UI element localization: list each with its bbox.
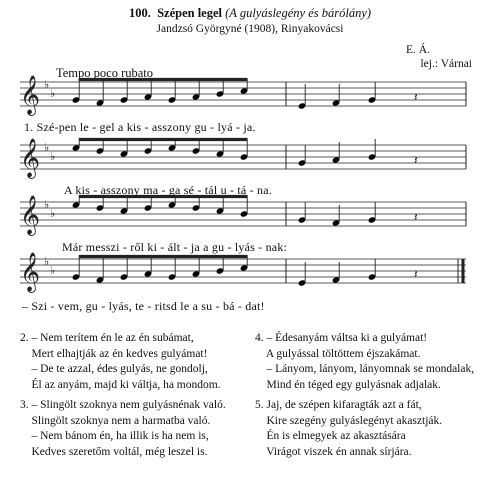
rest-icon: 𝄽 [414, 210, 418, 224]
stanza-3: 3. – Slingölt szoknya nem gulyásnénak való. Slingölt szoknya nem a harmatba való. – Nem bánom én, ha illik is ha nem is, Kedves szeretőm voltál, még leszel is. [20, 399, 226, 458]
notation-credit: lej.: Várnai [420, 58, 472, 70]
tempo-marking: Tempo poco rubato [56, 66, 154, 80]
staff-2 [20, 138, 466, 179]
notes-staff-3 [72, 195, 418, 227]
staff-3 [20, 195, 466, 236]
flat-icon: ♭ [44, 198, 50, 211]
flat-icon: ♭ [50, 264, 56, 277]
song-alt-title: (A gulyáslegény és bárólány) [225, 6, 372, 20]
rest-icon: 𝄽 [414, 90, 418, 104]
flat-icon: ♭ [50, 207, 56, 220]
flat-icon: ♭ [44, 255, 50, 268]
treble-clef-icon: 𝄞 [20, 252, 41, 292]
treble-clef-icon: 𝄞 [20, 195, 41, 235]
flat-icon: ♭ [50, 150, 56, 163]
rest-icon: 𝄽 [414, 153, 418, 167]
stanza-5: 5. Jaj, de szépen kifaragták azt a fát, Kire szegény gulyáslegényt akasztják. Én is elmegyek az akasztására Virágot viszek én annak sírjára. [255, 399, 443, 458]
flat-icon: ♭ [44, 141, 50, 154]
song-main-title: Szépen legel [157, 6, 222, 20]
lyric-line-2: A kis - asszony ma - ga sé - tál u - tá - na. [64, 183, 272, 197]
flat-icon: ♭ [50, 87, 56, 100]
staff-4 [20, 252, 466, 293]
song-source: Jandzsó Györgyné (1908), Rinyakovácsi [156, 23, 344, 35]
staff-1 [20, 75, 466, 116]
treble-clef-icon: 𝄞 [20, 75, 41, 115]
flat-icon: ♭ [44, 78, 50, 91]
song-number: 100. [128, 6, 151, 20]
lyric-line-1: 1. Szé-pen le - gel a kis - asszony gu - lyá - ja. [24, 120, 256, 134]
stanza-4: 4. – Édesanyám váltsa ki a gulyámat! A gulyással töltöttem éjszakámat. – Lányom, lányom, lányomnak se mondalak, Mind én téged egy gulyásnak adjalak. [255, 332, 475, 391]
lyric-line-4: – Szi - vem, gu - lyás, te - ritsd le a su - bá - dat! [22, 299, 265, 313]
rest-icon: 𝄽 [414, 267, 418, 281]
collector-initials: E. Á. [406, 44, 430, 56]
lyric-line-3: Már messzi - ről ki - ált - ja a gu - lyás - nak: [62, 240, 288, 254]
treble-clef-icon: 𝄞 [20, 138, 41, 178]
stanza-2: 2. – Nem terítem én le az én subámat, Mert elhajtják az én kedves gulyámat! – De te azzal, édes gulyás, ne gondolj, Él az anyám, majd ki váltja, ha mondom. [20, 332, 221, 391]
